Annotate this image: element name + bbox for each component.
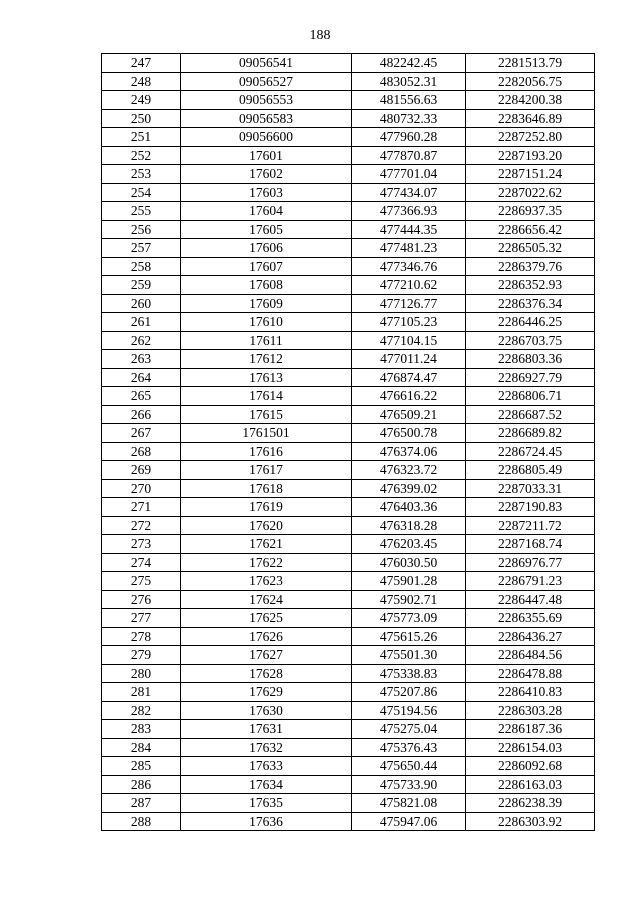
x-coordinate-cell: 480732.33: [352, 109, 466, 128]
point-id-cell: 17607: [181, 257, 352, 276]
point-id-cell: 09056583: [181, 109, 352, 128]
table-row: [102, 220, 595, 239]
table-row: [102, 757, 595, 776]
row-number-cell: 272: [102, 516, 181, 535]
point-id-cell: 17634: [181, 775, 352, 794]
x-coordinate-cell: 476203.45: [352, 535, 466, 554]
point-id-cell: 17629: [181, 683, 352, 702]
x-coordinate-cell: 477960.28: [352, 128, 466, 147]
y-coordinate-cell: 2287211.72: [466, 516, 595, 535]
row-number-cell: 279: [102, 646, 181, 665]
table-row: [102, 720, 595, 739]
y-coordinate-cell: 2287193.20: [466, 146, 595, 165]
table-row: [102, 516, 595, 535]
y-coordinate-cell: 2286187.36: [466, 720, 595, 739]
point-id-cell: 17620: [181, 516, 352, 535]
row-number-cell: 264: [102, 368, 181, 387]
table-row: [102, 627, 595, 646]
point-id-cell: 09056541: [181, 54, 352, 73]
row-number-cell: 286: [102, 775, 181, 794]
point-id-cell: 17627: [181, 646, 352, 665]
point-id-cell: 17609: [181, 294, 352, 313]
row-number-cell: 273: [102, 535, 181, 554]
row-number-cell: 270: [102, 479, 181, 498]
table-row: [102, 479, 595, 498]
x-coordinate-cell: 475376.43: [352, 738, 466, 757]
row-number-cell: 267: [102, 424, 181, 443]
y-coordinate-cell: 2286803.36: [466, 350, 595, 369]
point-id-cell: 17613: [181, 368, 352, 387]
x-coordinate-cell: 475501.30: [352, 646, 466, 665]
point-id-cell: 17636: [181, 812, 352, 831]
row-number-cell: 252: [102, 146, 181, 165]
y-coordinate-cell: 2286806.71: [466, 387, 595, 406]
table-row: [102, 331, 595, 350]
x-coordinate-cell: 475902.71: [352, 590, 466, 609]
row-number-cell: 282: [102, 701, 181, 720]
y-coordinate-cell: 2284200.38: [466, 91, 595, 110]
row-number-cell: 249: [102, 91, 181, 110]
x-coordinate-cell: 476874.47: [352, 368, 466, 387]
x-coordinate-cell: 475615.26: [352, 627, 466, 646]
row-number-cell: 248: [102, 72, 181, 91]
row-number-cell: 266: [102, 405, 181, 424]
y-coordinate-cell: 2287151.24: [466, 165, 595, 184]
row-number-cell: 255: [102, 202, 181, 221]
y-coordinate-cell: 2286303.28: [466, 701, 595, 720]
y-coordinate-cell: 2286410.83: [466, 683, 595, 702]
y-coordinate-cell: 2286355.69: [466, 609, 595, 628]
point-id-cell: 17610: [181, 313, 352, 332]
table-row: [102, 165, 595, 184]
row-number-cell: 276: [102, 590, 181, 609]
point-id-cell: 17611: [181, 331, 352, 350]
point-id-cell: 17616: [181, 442, 352, 461]
x-coordinate-cell: 482242.45: [352, 54, 466, 73]
y-coordinate-cell: 2286937.35: [466, 202, 595, 221]
x-coordinate-cell: 475207.86: [352, 683, 466, 702]
x-coordinate-cell: 477210.62: [352, 276, 466, 295]
table-row: [102, 109, 595, 128]
y-coordinate-cell: 2287252.80: [466, 128, 595, 147]
table-row: [102, 405, 595, 424]
row-number-cell: 288: [102, 812, 181, 831]
y-coordinate-cell: 2286689.82: [466, 424, 595, 443]
y-coordinate-cell: 2287190.83: [466, 498, 595, 517]
row-number-cell: 285: [102, 757, 181, 776]
table-row: [102, 202, 595, 221]
point-id-cell: 17624: [181, 590, 352, 609]
y-coordinate-cell: 2286484.56: [466, 646, 595, 665]
x-coordinate-cell: 477444.35: [352, 220, 466, 239]
table-row: [102, 794, 595, 813]
row-number-cell: 262: [102, 331, 181, 350]
x-coordinate-cell: 475275.04: [352, 720, 466, 739]
point-id-cell: 17601: [181, 146, 352, 165]
row-number-cell: 280: [102, 664, 181, 683]
x-coordinate-cell: 475947.06: [352, 812, 466, 831]
x-coordinate-cell: 477126.77: [352, 294, 466, 313]
point-id-cell: 17632: [181, 738, 352, 757]
y-coordinate-cell: 2286687.52: [466, 405, 595, 424]
point-id-cell: 17617: [181, 461, 352, 480]
y-coordinate-cell: 2286976.77: [466, 553, 595, 572]
row-number-cell: 256: [102, 220, 181, 239]
y-coordinate-cell: 2286478.88: [466, 664, 595, 683]
point-id-cell: 17631: [181, 720, 352, 739]
table-row: [102, 257, 595, 276]
table-row: [102, 91, 595, 110]
point-id-cell: 1761501: [181, 424, 352, 443]
x-coordinate-cell: 475733.90: [352, 775, 466, 794]
x-coordinate-cell: 476318.28: [352, 516, 466, 535]
row-number-cell: 275: [102, 572, 181, 591]
coordinates-table-body: [102, 54, 595, 831]
row-number-cell: 250: [102, 109, 181, 128]
point-id-cell: 17615: [181, 405, 352, 424]
point-id-cell: 17622: [181, 553, 352, 572]
table-row: [102, 812, 595, 831]
x-coordinate-cell: 477104.15: [352, 331, 466, 350]
point-id-cell: 17612: [181, 350, 352, 369]
row-number-cell: 277: [102, 609, 181, 628]
table-row: [102, 775, 595, 794]
x-coordinate-cell: 477346.76: [352, 257, 466, 276]
y-coordinate-cell: 2286927.79: [466, 368, 595, 387]
row-number-cell: 283: [102, 720, 181, 739]
point-id-cell: 09056527: [181, 72, 352, 91]
y-coordinate-cell: 2286505.32: [466, 239, 595, 258]
y-coordinate-cell: 2287022.62: [466, 183, 595, 202]
row-number-cell: 274: [102, 553, 181, 572]
y-coordinate-cell: 2286238.39: [466, 794, 595, 813]
y-coordinate-cell: 2283646.89: [466, 109, 595, 128]
row-number-cell: 247: [102, 54, 181, 73]
table-row: [102, 701, 595, 720]
table-row: [102, 609, 595, 628]
x-coordinate-cell: 475821.08: [352, 794, 466, 813]
row-number-cell: 251: [102, 128, 181, 147]
y-coordinate-cell: 2286791.23: [466, 572, 595, 591]
y-coordinate-cell: 2286379.76: [466, 257, 595, 276]
x-coordinate-cell: 476403.36: [352, 498, 466, 517]
x-coordinate-cell: 475194.56: [352, 701, 466, 720]
y-coordinate-cell: 2286447.48: [466, 590, 595, 609]
point-id-cell: 09056600: [181, 128, 352, 147]
table-row: [102, 313, 595, 332]
table-row: [102, 738, 595, 757]
point-id-cell: 17618: [181, 479, 352, 498]
x-coordinate-cell: 481556.63: [352, 91, 466, 110]
row-number-cell: 271: [102, 498, 181, 517]
x-coordinate-cell: 476374.06: [352, 442, 466, 461]
point-id-cell: 17605: [181, 220, 352, 239]
point-id-cell: 17603: [181, 183, 352, 202]
x-coordinate-cell: 475650.44: [352, 757, 466, 776]
x-coordinate-cell: 476030.50: [352, 553, 466, 572]
x-coordinate-cell: 475338.83: [352, 664, 466, 683]
row-number-cell: 263: [102, 350, 181, 369]
page-number: 188: [309, 28, 331, 43]
row-number-cell: 281: [102, 683, 181, 702]
table-row: [102, 183, 595, 202]
table-row: [102, 664, 595, 683]
x-coordinate-cell: 476500.78: [352, 424, 466, 443]
coordinates-table: [101, 53, 595, 831]
point-id-cell: 17633: [181, 757, 352, 776]
y-coordinate-cell: 2286352.93: [466, 276, 595, 295]
x-coordinate-cell: 483052.31: [352, 72, 466, 91]
y-coordinate-cell: 2286724.45: [466, 442, 595, 461]
y-coordinate-cell: 2287168.74: [466, 535, 595, 554]
point-id-cell: 17630: [181, 701, 352, 720]
row-number-cell: 284: [102, 738, 181, 757]
row-number-cell: 259: [102, 276, 181, 295]
table-row: [102, 276, 595, 295]
y-coordinate-cell: 2286703.75: [466, 331, 595, 350]
y-coordinate-cell: 2281513.79: [466, 54, 595, 73]
x-coordinate-cell: 476616.22: [352, 387, 466, 406]
row-number-cell: 268: [102, 442, 181, 461]
point-id-cell: 17626: [181, 627, 352, 646]
y-coordinate-cell: 2286154.03: [466, 738, 595, 757]
table-row: [102, 442, 595, 461]
y-coordinate-cell: 2287033.31: [466, 479, 595, 498]
table-row: [102, 498, 595, 517]
row-number-cell: 287: [102, 794, 181, 813]
x-coordinate-cell: 476323.72: [352, 461, 466, 480]
y-coordinate-cell: 2286656.42: [466, 220, 595, 239]
x-coordinate-cell: 475773.09: [352, 609, 466, 628]
table-row: [102, 54, 595, 73]
y-coordinate-cell: 2286092.68: [466, 757, 595, 776]
table-row: [102, 368, 595, 387]
x-coordinate-cell: 477870.87: [352, 146, 466, 165]
y-coordinate-cell: 2286436.27: [466, 627, 595, 646]
point-id-cell: 17621: [181, 535, 352, 554]
row-number-cell: 257: [102, 239, 181, 258]
table-row: [102, 461, 595, 480]
point-id-cell: 17628: [181, 664, 352, 683]
y-coordinate-cell: 2286163.03: [466, 775, 595, 794]
y-coordinate-cell: 2286446.25: [466, 313, 595, 332]
point-id-cell: 17604: [181, 202, 352, 221]
x-coordinate-cell: 477366.93: [352, 202, 466, 221]
x-coordinate-cell: 476399.02: [352, 479, 466, 498]
y-coordinate-cell: 2286303.92: [466, 812, 595, 831]
table-row: [102, 294, 595, 313]
table-row: [102, 128, 595, 147]
row-number-cell: 265: [102, 387, 181, 406]
point-id-cell: 17623: [181, 572, 352, 591]
table-row: [102, 239, 595, 258]
point-id-cell: 17635: [181, 794, 352, 813]
table-row: [102, 146, 595, 165]
y-coordinate-cell: 2282056.75: [466, 72, 595, 91]
table-row: [102, 553, 595, 572]
row-number-cell: 269: [102, 461, 181, 480]
table-row: [102, 535, 595, 554]
row-number-cell: 278: [102, 627, 181, 646]
x-coordinate-cell: 475901.28: [352, 572, 466, 591]
x-coordinate-cell: 476509.21: [352, 405, 466, 424]
point-id-cell: 17608: [181, 276, 352, 295]
point-id-cell: 17614: [181, 387, 352, 406]
point-id-cell: 17619: [181, 498, 352, 517]
point-id-cell: 09056553: [181, 91, 352, 110]
table-row: [102, 387, 595, 406]
point-id-cell: 17606: [181, 239, 352, 258]
y-coordinate-cell: 2286376.34: [466, 294, 595, 313]
x-coordinate-cell: 477105.23: [352, 313, 466, 332]
x-coordinate-cell: 477481.23: [352, 239, 466, 258]
table-row: [102, 683, 595, 702]
row-number-cell: 261: [102, 313, 181, 332]
x-coordinate-cell: 477434.07: [352, 183, 466, 202]
row-number-cell: 253: [102, 165, 181, 184]
point-id-cell: 17602: [181, 165, 352, 184]
table-row: [102, 72, 595, 91]
table-row: [102, 424, 595, 443]
table-row: [102, 572, 595, 591]
table-row: [102, 590, 595, 609]
row-number-cell: 258: [102, 257, 181, 276]
table-row: [102, 646, 595, 665]
x-coordinate-cell: 477701.04: [352, 165, 466, 184]
table-row: [102, 350, 595, 369]
point-id-cell: 17625: [181, 609, 352, 628]
y-coordinate-cell: 2286805.49: [466, 461, 595, 480]
row-number-cell: 254: [102, 183, 181, 202]
x-coordinate-cell: 477011.24: [352, 350, 466, 369]
row-number-cell: 260: [102, 294, 181, 313]
